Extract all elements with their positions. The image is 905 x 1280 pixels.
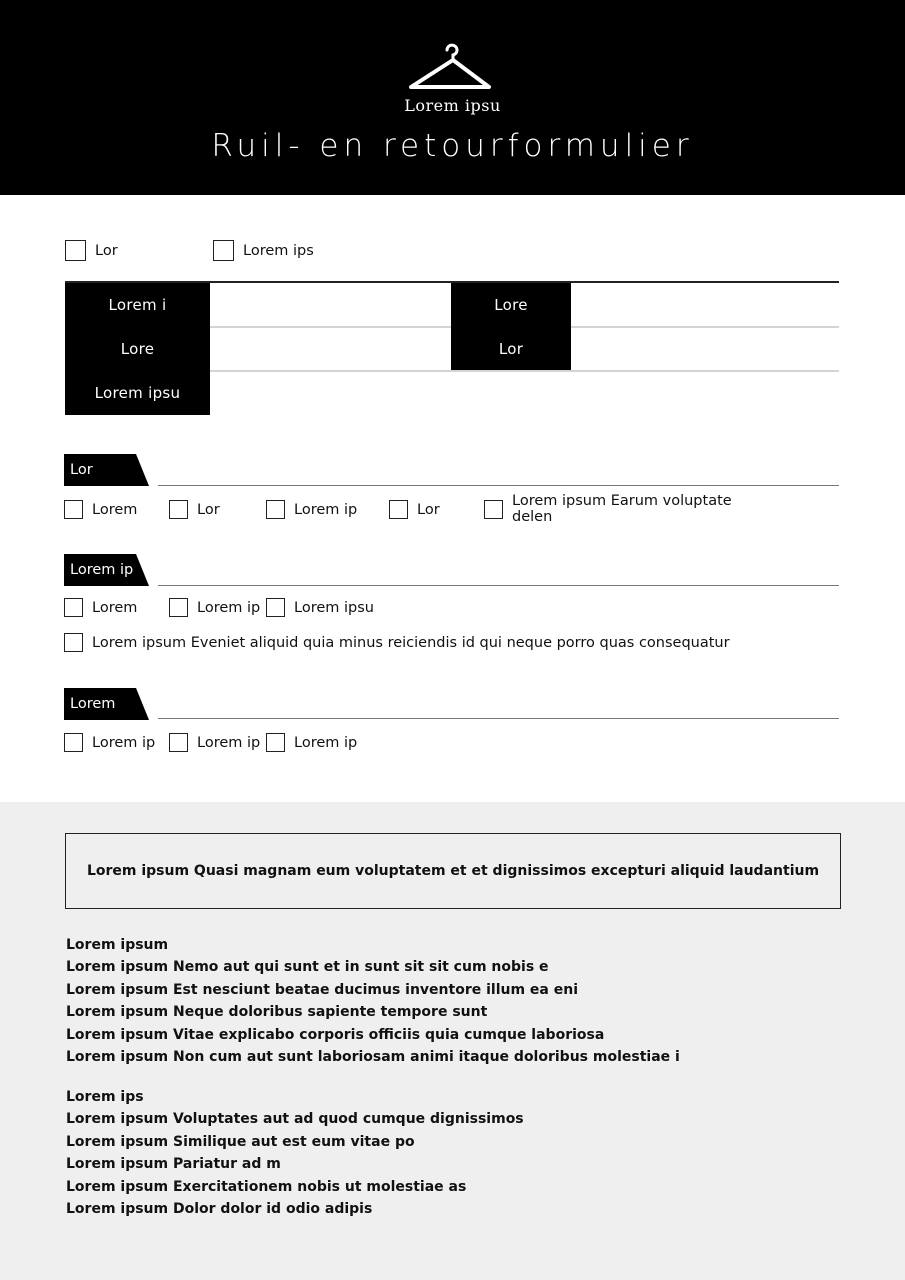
type-option-2[interactable] (213, 240, 314, 261)
reason-option[interactable] (266, 500, 357, 519)
info-field[interactable] (571, 283, 839, 327)
checkbox[interactable] (266, 733, 285, 752)
info-label: Lorem ipsu (65, 371, 210, 415)
checkbox-label: Lorem (92, 599, 138, 616)
info-block-1 (66, 934, 680, 1068)
info-line: Lorem ipsum Nemo aut qui sunt et in sunt sit sit cum nobis e (66, 959, 549, 976)
checkbox[interactable] (65, 240, 86, 261)
checkbox-label: Lorem ip (92, 734, 156, 751)
info-line: Lorem ipsum Similique aut est eum vitae po (66, 1133, 415, 1150)
page-title: Ruil- en retourformulier (211, 128, 694, 164)
section-divider (158, 485, 839, 486)
checkbox-label: Lorem ipsum Earum voluptate delen (512, 493, 732, 525)
info-line: Lorem ipsum Non cum aut sunt laboriosam animi itaque doloribus molestiae i (66, 1049, 680, 1066)
checkbox-label: Lorem ip (294, 501, 358, 518)
reason-option[interactable] (389, 500, 440, 519)
info-field[interactable] (571, 329, 839, 371)
info-line: Lorem ipsum Voluptates aut ad quod cumque dignissimos (66, 1111, 524, 1128)
info-line: Lorem ipsum Dolor dolor id odio adipis (66, 1201, 373, 1218)
checkbox-label: Lorem ipsum Eveniet aliquid quia minus reiciendis id qui neque porro quas consequatur (92, 634, 730, 651)
option[interactable] (64, 598, 137, 617)
brand-name: Lorem ipsu (404, 96, 501, 115)
checkbox-label: Lorem ips (243, 242, 314, 259)
checkbox[interactable] (484, 500, 503, 519)
info-label: Lore (65, 327, 210, 371)
section-divider (158, 585, 839, 586)
info-line: Lorem ipsum Pariatur ad m (66, 1156, 281, 1173)
info-label: Lore (451, 283, 571, 327)
section-title: Lorem (70, 696, 116, 712)
checkbox-label: Lor (197, 501, 220, 518)
notice-box: Lorem ipsum Quasi magnam eum voluptatem et et dignissimos excepturi aliquid laudantium (65, 833, 841, 909)
checkbox-label: Lorem ip (197, 599, 261, 616)
reason-option[interactable] (64, 500, 137, 519)
info-line: Lorem ipsum Neque doloribus sapiente tempore sunt (66, 1004, 488, 1021)
section-tab (64, 688, 115, 720)
section-title: Lorem ip (70, 562, 134, 578)
reason-option[interactable] (169, 500, 220, 519)
checkbox-label: Lorem (92, 501, 138, 518)
option[interactable] (169, 733, 260, 752)
reason-option[interactable] (484, 493, 742, 525)
option[interactable] (169, 598, 260, 617)
info-block-2 (66, 1086, 524, 1220)
checkbox[interactable] (213, 240, 234, 261)
divider (210, 370, 839, 372)
checkbox[interactable] (389, 500, 408, 519)
info-line: Lorem ipsum Est nesciunt beatae ducimus inventore illum ea eni (66, 981, 578, 998)
option[interactable] (266, 598, 374, 617)
clothes-hanger-icon (407, 40, 493, 96)
info-line: Lorem ipsum (66, 937, 169, 953)
divider (210, 326, 451, 328)
checkbox-label: Lorem ip (197, 734, 261, 751)
info-line: Lorem ipsum Vitae explicabo corporis officiis quia cumque laboriosa (66, 1026, 605, 1043)
checkbox[interactable] (64, 633, 83, 652)
info-label: Lorem i (65, 283, 210, 327)
checkbox-label: Lorem ipsu (294, 599, 374, 616)
checkbox-label: Lor (417, 501, 440, 518)
checkbox[interactable] (266, 500, 285, 519)
section-divider (158, 718, 839, 719)
option[interactable] (266, 733, 357, 752)
checkbox[interactable] (169, 500, 188, 519)
info-line: Lorem ips (66, 1089, 144, 1105)
section-title: Lor (70, 462, 93, 478)
info-line: Lorem ipsum Exercitationem nobis ut molestiae as (66, 1178, 467, 1195)
info-label: Lor (451, 327, 571, 371)
checkbox[interactable] (64, 500, 83, 519)
section-tab (64, 454, 93, 486)
checkbox[interactable] (64, 598, 83, 617)
checkbox[interactable] (169, 733, 188, 752)
customer-info-table (65, 281, 839, 415)
divider (571, 326, 839, 328)
checkbox[interactable] (266, 598, 285, 617)
checkbox-label: Lorem ip (294, 734, 358, 751)
checkbox[interactable] (169, 598, 188, 617)
option[interactable] (64, 733, 155, 752)
section-tab (64, 554, 133, 586)
checkbox[interactable] (64, 733, 83, 752)
header-banner (0, 0, 905, 195)
type-option-1[interactable] (65, 240, 118, 261)
info-field[interactable] (210, 283, 451, 327)
info-field[interactable] (210, 373, 839, 415)
option[interactable] (64, 633, 730, 652)
checkbox-label: Lor (95, 242, 118, 259)
info-field[interactable] (210, 329, 451, 371)
